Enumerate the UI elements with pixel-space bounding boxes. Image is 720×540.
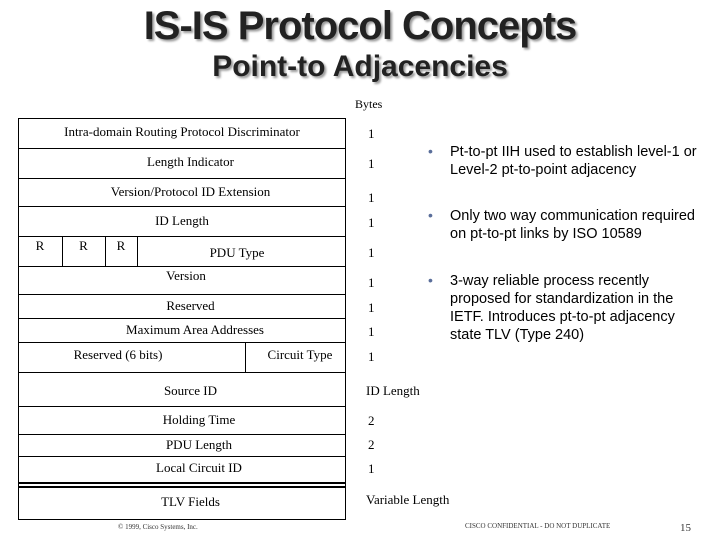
field-length-indicator: Length Indicator: [147, 154, 234, 169]
row-line: [18, 486, 346, 488]
byte-count: ID Length: [366, 383, 420, 398]
row-line: [18, 434, 346, 435]
row-line: [18, 206, 346, 207]
byte-count: 2: [368, 413, 375, 428]
row-line: [18, 456, 346, 457]
row-line: [18, 342, 346, 343]
footer-confidential: CISCO CONFIDENTIAL - DO NOT DUPLICATE: [465, 522, 611, 530]
field-id-length: ID Length: [155, 213, 209, 228]
field-reserved: Reserved: [166, 298, 215, 313]
bullet-icon: •: [428, 143, 433, 159]
field-circuit-type: Circuit Type: [267, 347, 333, 362]
byte-count: 1: [368, 300, 375, 315]
field-source-id: Source ID: [163, 383, 218, 398]
field-reserved-6bits: Reserved (6 bits): [73, 347, 163, 362]
page-number: 15: [680, 522, 691, 534]
row-line: [18, 118, 346, 119]
byte-count: 1: [368, 349, 375, 364]
bullet-icon: •: [428, 272, 433, 288]
footer-copyright: © 1999, Cisco Systems, Inc.: [118, 523, 198, 531]
bytes-header: Bytes: [355, 97, 383, 111]
byte-count: 1: [368, 245, 375, 260]
bullet-icon: •: [428, 207, 433, 223]
row-line: [18, 482, 346, 484]
field-pdu-type: PDU Type: [209, 245, 265, 260]
slide-subtitle: Point-to Adjacencies: [212, 50, 508, 83]
field-tlv-fields: TLV Fields: [161, 494, 220, 509]
field-r-bit: R: [116, 238, 126, 253]
row-line: [18, 178, 346, 179]
bullet-text: 3-way reliable process recently proposed for standardization in the IETF. Introduces pt-to-pt adjacency state TLV (Type 240): [450, 273, 675, 343]
row-line: [18, 519, 346, 520]
byte-count: 1: [368, 156, 375, 171]
byte-count: 1: [368, 190, 375, 205]
row-line: [18, 318, 346, 319]
byte-count: 1: [368, 275, 375, 290]
field-r-bit: R: [35, 238, 45, 253]
bullet-text: Pt-to-pt IIH used to establish level-1 or Level-2 pt-to-point adjacency: [450, 144, 697, 178]
row-line: [18, 266, 346, 267]
slide-title: IS-IS Protocol Concepts: [143, 4, 577, 48]
field-discriminator: Intra-domain Routing Protocol Discriminator: [64, 124, 300, 139]
field-version: Version: [166, 268, 206, 283]
field-local-circuit-id: Local Circuit ID: [156, 460, 242, 475]
row-line: [18, 236, 346, 237]
byte-count: 1: [368, 324, 375, 339]
field-pdu-length: PDU Length: [165, 437, 233, 452]
byte-count: Variable Length: [366, 492, 450, 507]
byte-count: 1: [368, 126, 375, 141]
byte-count: 1: [368, 461, 375, 476]
row-line: [18, 148, 346, 149]
byte-count: 1: [368, 215, 375, 230]
field-r-bit: R: [79, 238, 88, 253]
row-line: [18, 294, 346, 295]
row-line: [18, 406, 346, 407]
field-holding-time: Holding Time: [162, 412, 236, 427]
field-version-ext: Version/Protocol ID Extension: [110, 184, 271, 199]
bullet-text: Only two way communication required on pt-to-pt links by ISO 10589: [450, 208, 695, 242]
field-max-area: Maximum Area Addresses: [126, 322, 264, 337]
row-line: [18, 372, 346, 373]
byte-count: 2: [368, 437, 375, 452]
